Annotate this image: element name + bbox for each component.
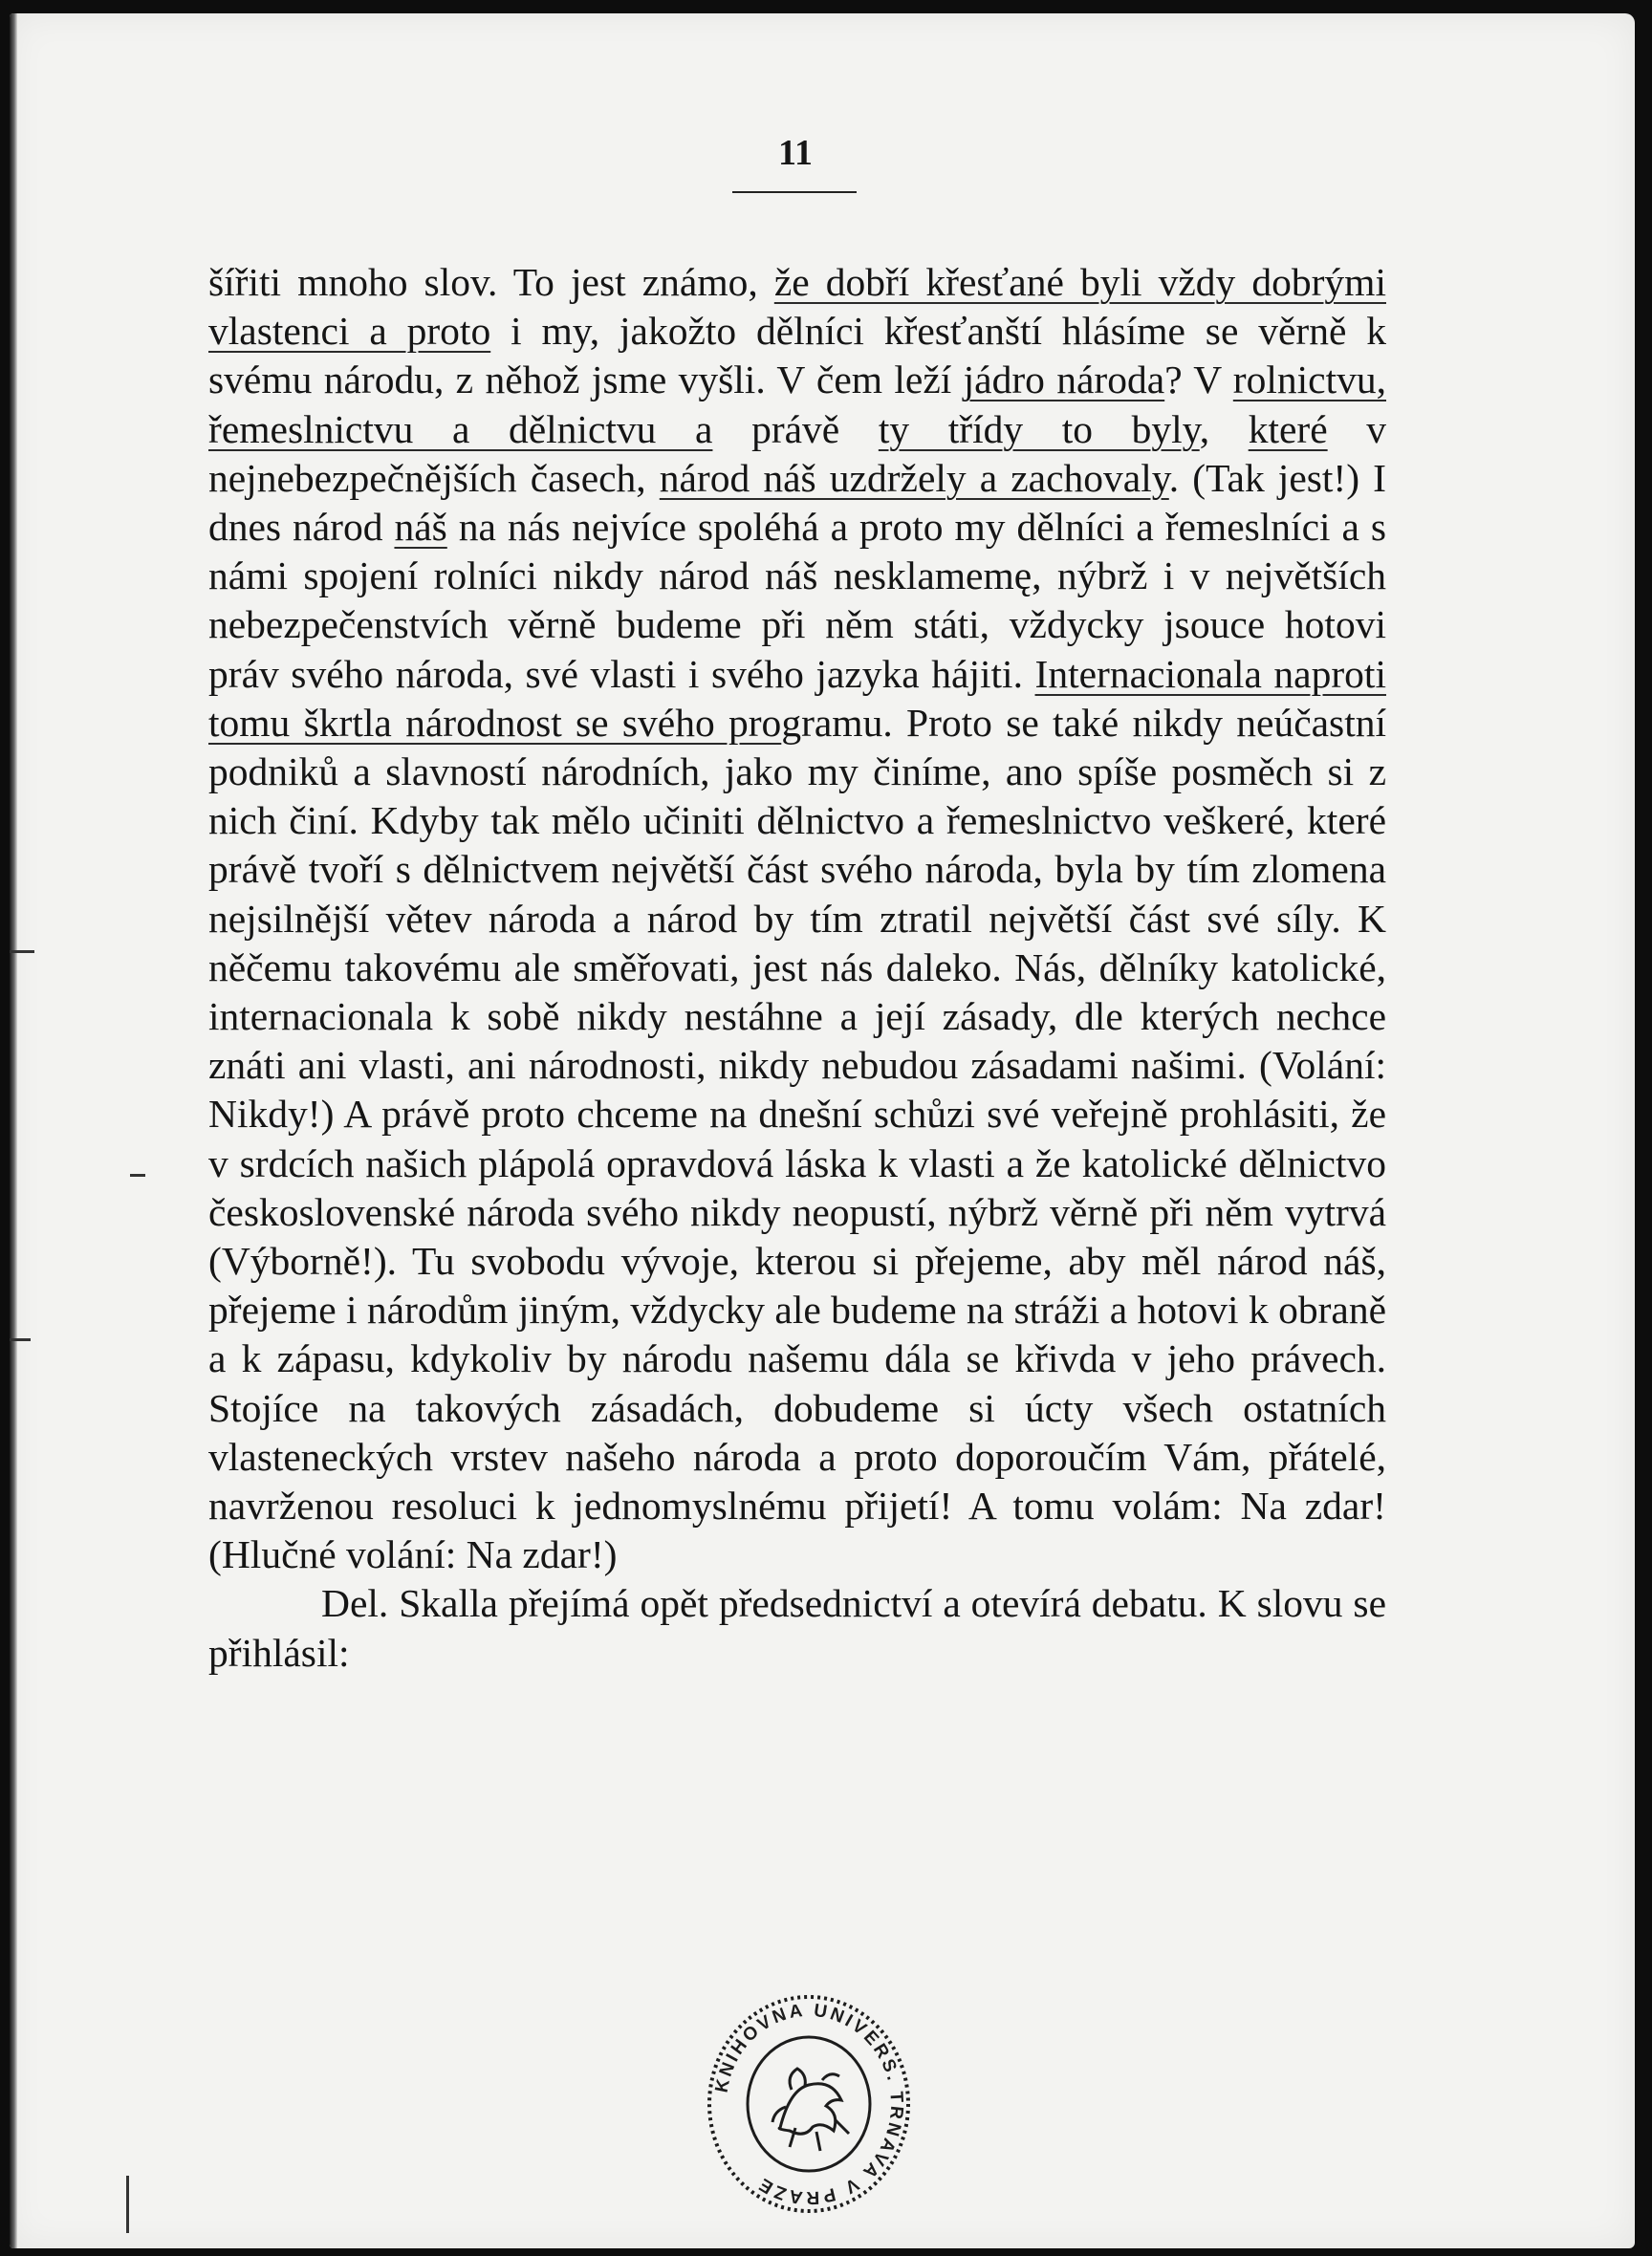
underlined-text-segment: že dobří křesťané byli vždy dobrými vlastenci a proto	[208, 260, 1386, 354]
page-left-edge	[10, 13, 17, 2248]
page-number: 11	[778, 133, 813, 173]
bottom-margin-mark	[126, 2176, 129, 2233]
text-segment: Del. Skalla přejímá opět předsednictví a otevírá debatu. K slovu se přihlásil:	[208, 1581, 1386, 1675]
underlined-text-segment: náš	[394, 505, 447, 550]
left-margin-mark	[10, 1338, 31, 1341]
text-segment: . (Tak jest!) I dnes národ	[208, 455, 1386, 550]
text-segment: právě	[712, 406, 879, 451]
underlined-text-segment: národ náš uzdržely a zachovaly	[659, 455, 1169, 500]
underlined-text-segment: Internacionala naproti tomu škrtla národnost se svého pro	[208, 651, 1386, 745]
text-segment: na nás nejvíce spoléhá a proto my dělníci a řemeslníci a s námi spojení rolníci nikdy národ náš nesklamemę, nýbrž i v největších nebezpečenstvích věrně budeme při něm státi, vždycky jsouce hotovi práv svého národa, své vlasti i svého jazyka hájiti.	[208, 505, 1386, 696]
text-segment: ,	[1199, 406, 1249, 451]
stamp-lion-emblem	[772, 2069, 849, 2151]
library-stamp	[704, 1985, 914, 2223]
text-segment: šířiti mnoho slov. To jest známo,	[208, 260, 774, 304]
underlined-text-segment: které	[1248, 406, 1328, 451]
page-number-rule	[732, 191, 857, 193]
text-segment: v nejnebezpečnějších časech,	[208, 406, 1386, 500]
body-text	[208, 258, 1386, 1678]
text-segment: gramu. Proto se také nikdy neúčastní podniků a slavností národních, jako my činíme, ano spíše posměch si z nich činí. Kdyby tak mělo učiniti dělnictvo a řemeslnictvo veškeré, které právě tvoří s dělnictvem největší část svého národa, byla by tím zlomena nejsilnější větev národa a národ by tím ztratil největší část své síly. K něčemu takovému ale směřovati, jest nás daleko. Nás, dělníky katolické, internacionala k sobě nikdy nestáhne a její zásady, dle kterých nechce znáti ani vlasti, ani národnosti, nikdy nebudou zásadami našimi. (Volání: Nikdy!) A právě proto chceme na dnešní schůzi své veřejně prohlásiti, že v srdcích našich plápolá opravdová láska k vlasti a že katolické dělnictvo československé národa svého nikdy neopustí, nýbrž věrně při něm vytrvá (Výborně!). Tu svobodu vývoje, kterou si přejeme, aby měl národ náš, přejeme i národům jiným, vždycky ale budeme na stráži a hotovi k obraně a k zápasu, kdykoliv by národu našemu dála se křivda v jeho právech. Stojíce na takových zásadách, dobudeme si úcty všech ostatních vlasteneckých vrstev našeho národa a proto doporoučím Vám, přátelé, navrženou resoluci k jednomyslnému přijetí! A tomu volám: Na zdar! (Hlučné volání: Na zdar!)	[208, 700, 1386, 1577]
text-segment: ? V	[1164, 358, 1233, 402]
underlined-text-segment: jádro národa	[963, 358, 1165, 402]
text-segment: i my, jakožto dělníci křesťanští hlásíme se věrně k svému národu, z něhož jsme vyšli. V čem leží	[208, 309, 1386, 402]
paragraph-chair	[208, 1579, 1386, 1677]
underlined-text-segment: rolnictvu, řemeslnictvu a dělnictvu a	[208, 358, 1387, 451]
book-page	[10, 13, 1635, 2248]
underlined-text-segment: ty třídy to byly	[878, 406, 1200, 451]
left-margin-mark	[10, 950, 34, 953]
left-margin-mark	[130, 1174, 145, 1177]
stamp-text: KNIHOVNA UNIVERS. TRNAVA V PRAZE	[711, 2000, 907, 2208]
paragraph-speech	[208, 258, 1386, 1579]
